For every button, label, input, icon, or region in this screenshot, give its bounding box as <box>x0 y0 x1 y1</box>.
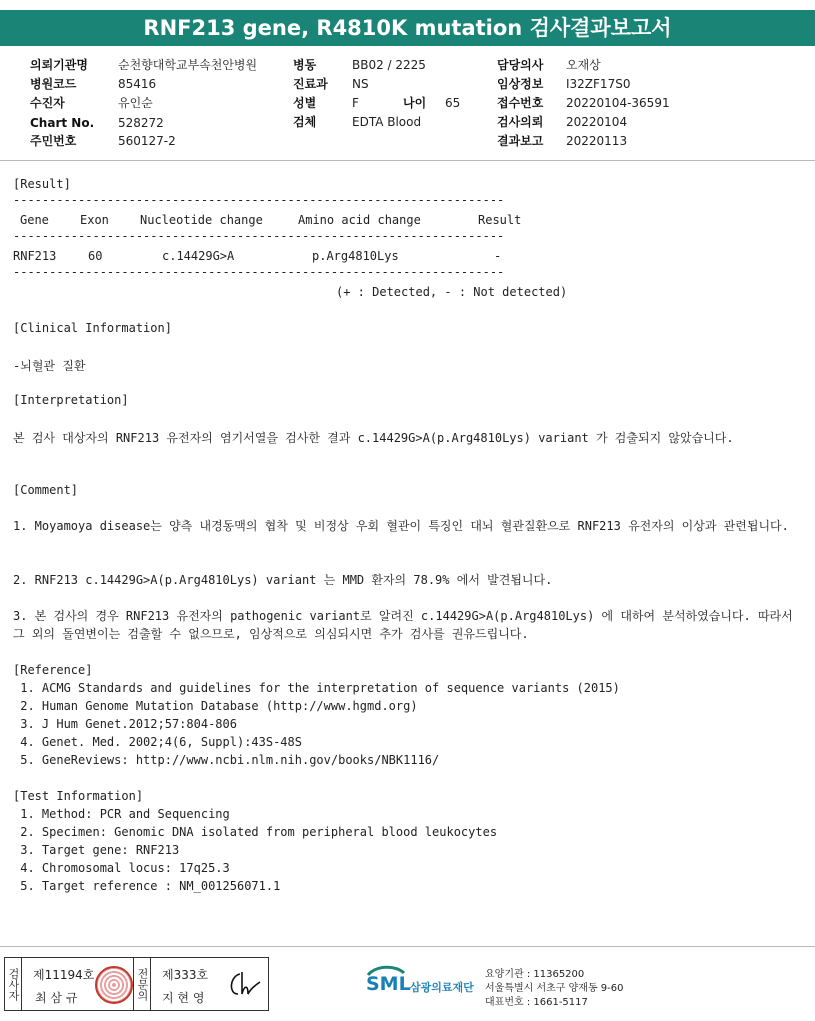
org-phone: 대표번호 : 1661-5117 <box>485 997 588 1008</box>
header-value: 오재상 <box>566 58 601 72</box>
divider: -------------------------------------------------------------------- <box>13 265 505 279</box>
reference-item: 3. J Hum Genet.2012;57:804-806 <box>13 717 237 731</box>
column-header-gene: Gene <box>20 213 49 227</box>
header-value: EDTA Blood <box>352 115 422 129</box>
examiner-label: 검사자 <box>5 958 22 1010</box>
header-label: 검사의뢰 <box>497 115 544 129</box>
header-value: 순천향대학교부속천안병원 <box>118 58 258 72</box>
header-value: 20220104-36591 <box>566 96 670 110</box>
header-value: F <box>352 96 359 110</box>
footer <box>0 946 815 1021</box>
interpretation-heading: [Interpretation] <box>13 393 129 407</box>
result-legend: (+ : Detected, - : Not detected) <box>336 285 568 299</box>
reference-item: 4. Genet. Med. 2002;4(6, Suppl):43S-48S <box>13 735 302 749</box>
signature-icon <box>226 968 262 1000</box>
header-row <box>30 75 280 94</box>
interpretation-text: 본 검사 대상자의 RNF213 유전자의 염기서열을 검사한 결과 c.14429G>A(p.Arg4810Lys) variant 가 검출되지 않았습니다. <box>13 431 734 445</box>
confirmer-label: 전문의 <box>134 958 151 1010</box>
confirmer-signature-box <box>133 957 269 1011</box>
header-label: 수진자 <box>30 96 65 110</box>
reference-heading: [Reference] <box>13 663 93 677</box>
header-row <box>497 94 717 113</box>
header-row <box>293 113 493 132</box>
test-info-item: 1. Method: PCR and Sequencing <box>13 807 230 821</box>
age-value: 65 <box>445 96 461 110</box>
header-value: I32ZF17S0 <box>566 77 631 91</box>
header-value: 20220113 <box>566 134 628 148</box>
cell-exon: 60 <box>88 249 103 263</box>
header-row <box>30 132 280 151</box>
header-row <box>30 56 280 75</box>
divider: -------------------------------------------------------------------- <box>13 193 505 207</box>
examiner-name: 최 삼 규 <box>35 991 78 1005</box>
comment-item: 2. RNF213 c.14429G>A(p.Arg4810Lys) variant 는 MMD 환자의 78.9% 에서 발견됩니다. <box>13 573 553 587</box>
seal-icon <box>95 966 133 1004</box>
header-label: Chart No. <box>30 116 95 130</box>
header-label: 병동 <box>293 58 317 72</box>
header-row <box>30 94 280 113</box>
clinical-text: -뇌혈관 질환 <box>13 359 86 373</box>
org-address: 서울특별시 서초구 양재동 9-60 <box>485 983 624 994</box>
test-info-heading: [Test Information] <box>13 789 144 803</box>
result-heading: [Result] <box>13 177 71 191</box>
header-label: 접수번호 <box>497 96 544 110</box>
examiner-signature-box <box>4 957 134 1011</box>
reference-item: 1. ACMG Standards and guidelines for the interpretation of sequence variants (2015) <box>13 681 620 695</box>
column-header-result: Result <box>478 213 522 227</box>
sml-logo-text: SML <box>366 973 411 995</box>
cell-nucleotide: c.14429G>A <box>162 249 235 263</box>
comment-item: 3. 본 검사의 경우 RNF213 유전자의 pathogenic variant로 알려진 c.14429G>A(p.Arg4810Lys) 에 대하여 분석하였습니다. 따라서 그 외의 돌연변이는 검출할 수 없으므로, 임상적으로 의심되시면 추가 검사를 권유드립니다. <box>13 609 793 641</box>
header-value: 560127-2 <box>118 134 176 148</box>
cell-amino-acid: p.Arg4810Lys <box>312 249 399 263</box>
clinical-heading: [Clinical Information] <box>13 321 172 335</box>
header-col3 <box>497 56 717 156</box>
header-value: 20220104 <box>566 115 628 129</box>
cell-gene: RNF213 <box>13 249 57 263</box>
header-label: 주민번호 <box>30 134 77 148</box>
header-value: 528272 <box>118 116 164 130</box>
header-label: 의뢰기관명 <box>30 58 88 72</box>
header-row <box>293 56 493 75</box>
header-value: BB02 / 2225 <box>352 58 426 72</box>
header-value: NS <box>352 77 369 91</box>
test-info-item: 2. Specimen: Genomic DNA isolated from peripheral blood leukocytes <box>13 825 498 839</box>
test-info-item: 5. Target reference : NM_001256071.1 <box>13 879 281 893</box>
header-row <box>30 114 280 133</box>
column-header-nucleotide: Nucleotide change <box>140 213 263 227</box>
header-label: 담당의사 <box>497 58 544 72</box>
org-code: 요양기관 : 11365200 <box>485 969 585 980</box>
cell-result: - <box>494 249 502 263</box>
header-row <box>497 56 717 75</box>
age-label: 나이 <box>403 96 427 110</box>
column-header-amino-acid: Amino acid change <box>298 213 421 227</box>
header-value: 85416 <box>118 77 157 91</box>
header-label: 진료과 <box>293 77 328 91</box>
header-label: 병원코드 <box>30 77 77 91</box>
examiner-license: 제11194호 <box>33 968 95 982</box>
header-row <box>497 75 717 94</box>
confirmer-license: 제333호 <box>162 968 209 982</box>
reference-item: 2. Human Genome Mutation Database (http://www.hgmd.org) <box>13 699 418 713</box>
header-row <box>293 75 493 94</box>
header-divider <box>0 160 815 161</box>
header-label: 임상정보 <box>497 77 544 91</box>
header-value: 유인순 <box>118 96 153 110</box>
header-col2 <box>293 56 493 136</box>
comment-heading: [Comment] <box>13 483 79 497</box>
sml-logo <box>366 965 411 1005</box>
column-header-exon: Exon <box>80 213 109 227</box>
divider: -------------------------------------------------------------------- <box>13 229 505 243</box>
reference-item: 5. GeneReviews: http://www.ncbi.nlm.nih.gov/books/NBK1116/ <box>13 753 440 767</box>
header-label: 결과보고 <box>497 134 544 148</box>
sml-org-name: 삼광의료재단 <box>410 981 474 994</box>
header-row <box>293 94 493 113</box>
header-col1 <box>30 56 280 156</box>
header-label: 성별 <box>293 96 317 110</box>
header-row <box>497 113 717 132</box>
header-row <box>497 132 717 151</box>
comment-item: 1. Moyamoya disease는 양측 내경동맥의 협착 및 비정상 우회 혈관이 특징인 대뇌 혈관질환으로 RNF213 유전자의 이상과 관련됩니다. <box>13 519 789 533</box>
report-body <box>0 163 815 945</box>
confirmer-name: 지 현 영 <box>162 991 205 1005</box>
test-info-item: 3. Target gene: RNF213 <box>13 843 180 857</box>
test-info-item: 4. Chromosomal locus: 17q25.3 <box>13 861 230 875</box>
header-label: 검체 <box>293 115 317 129</box>
report-title: RNF213 gene, R4810K mutation 검사결과보고서 <box>0 10 815 46</box>
